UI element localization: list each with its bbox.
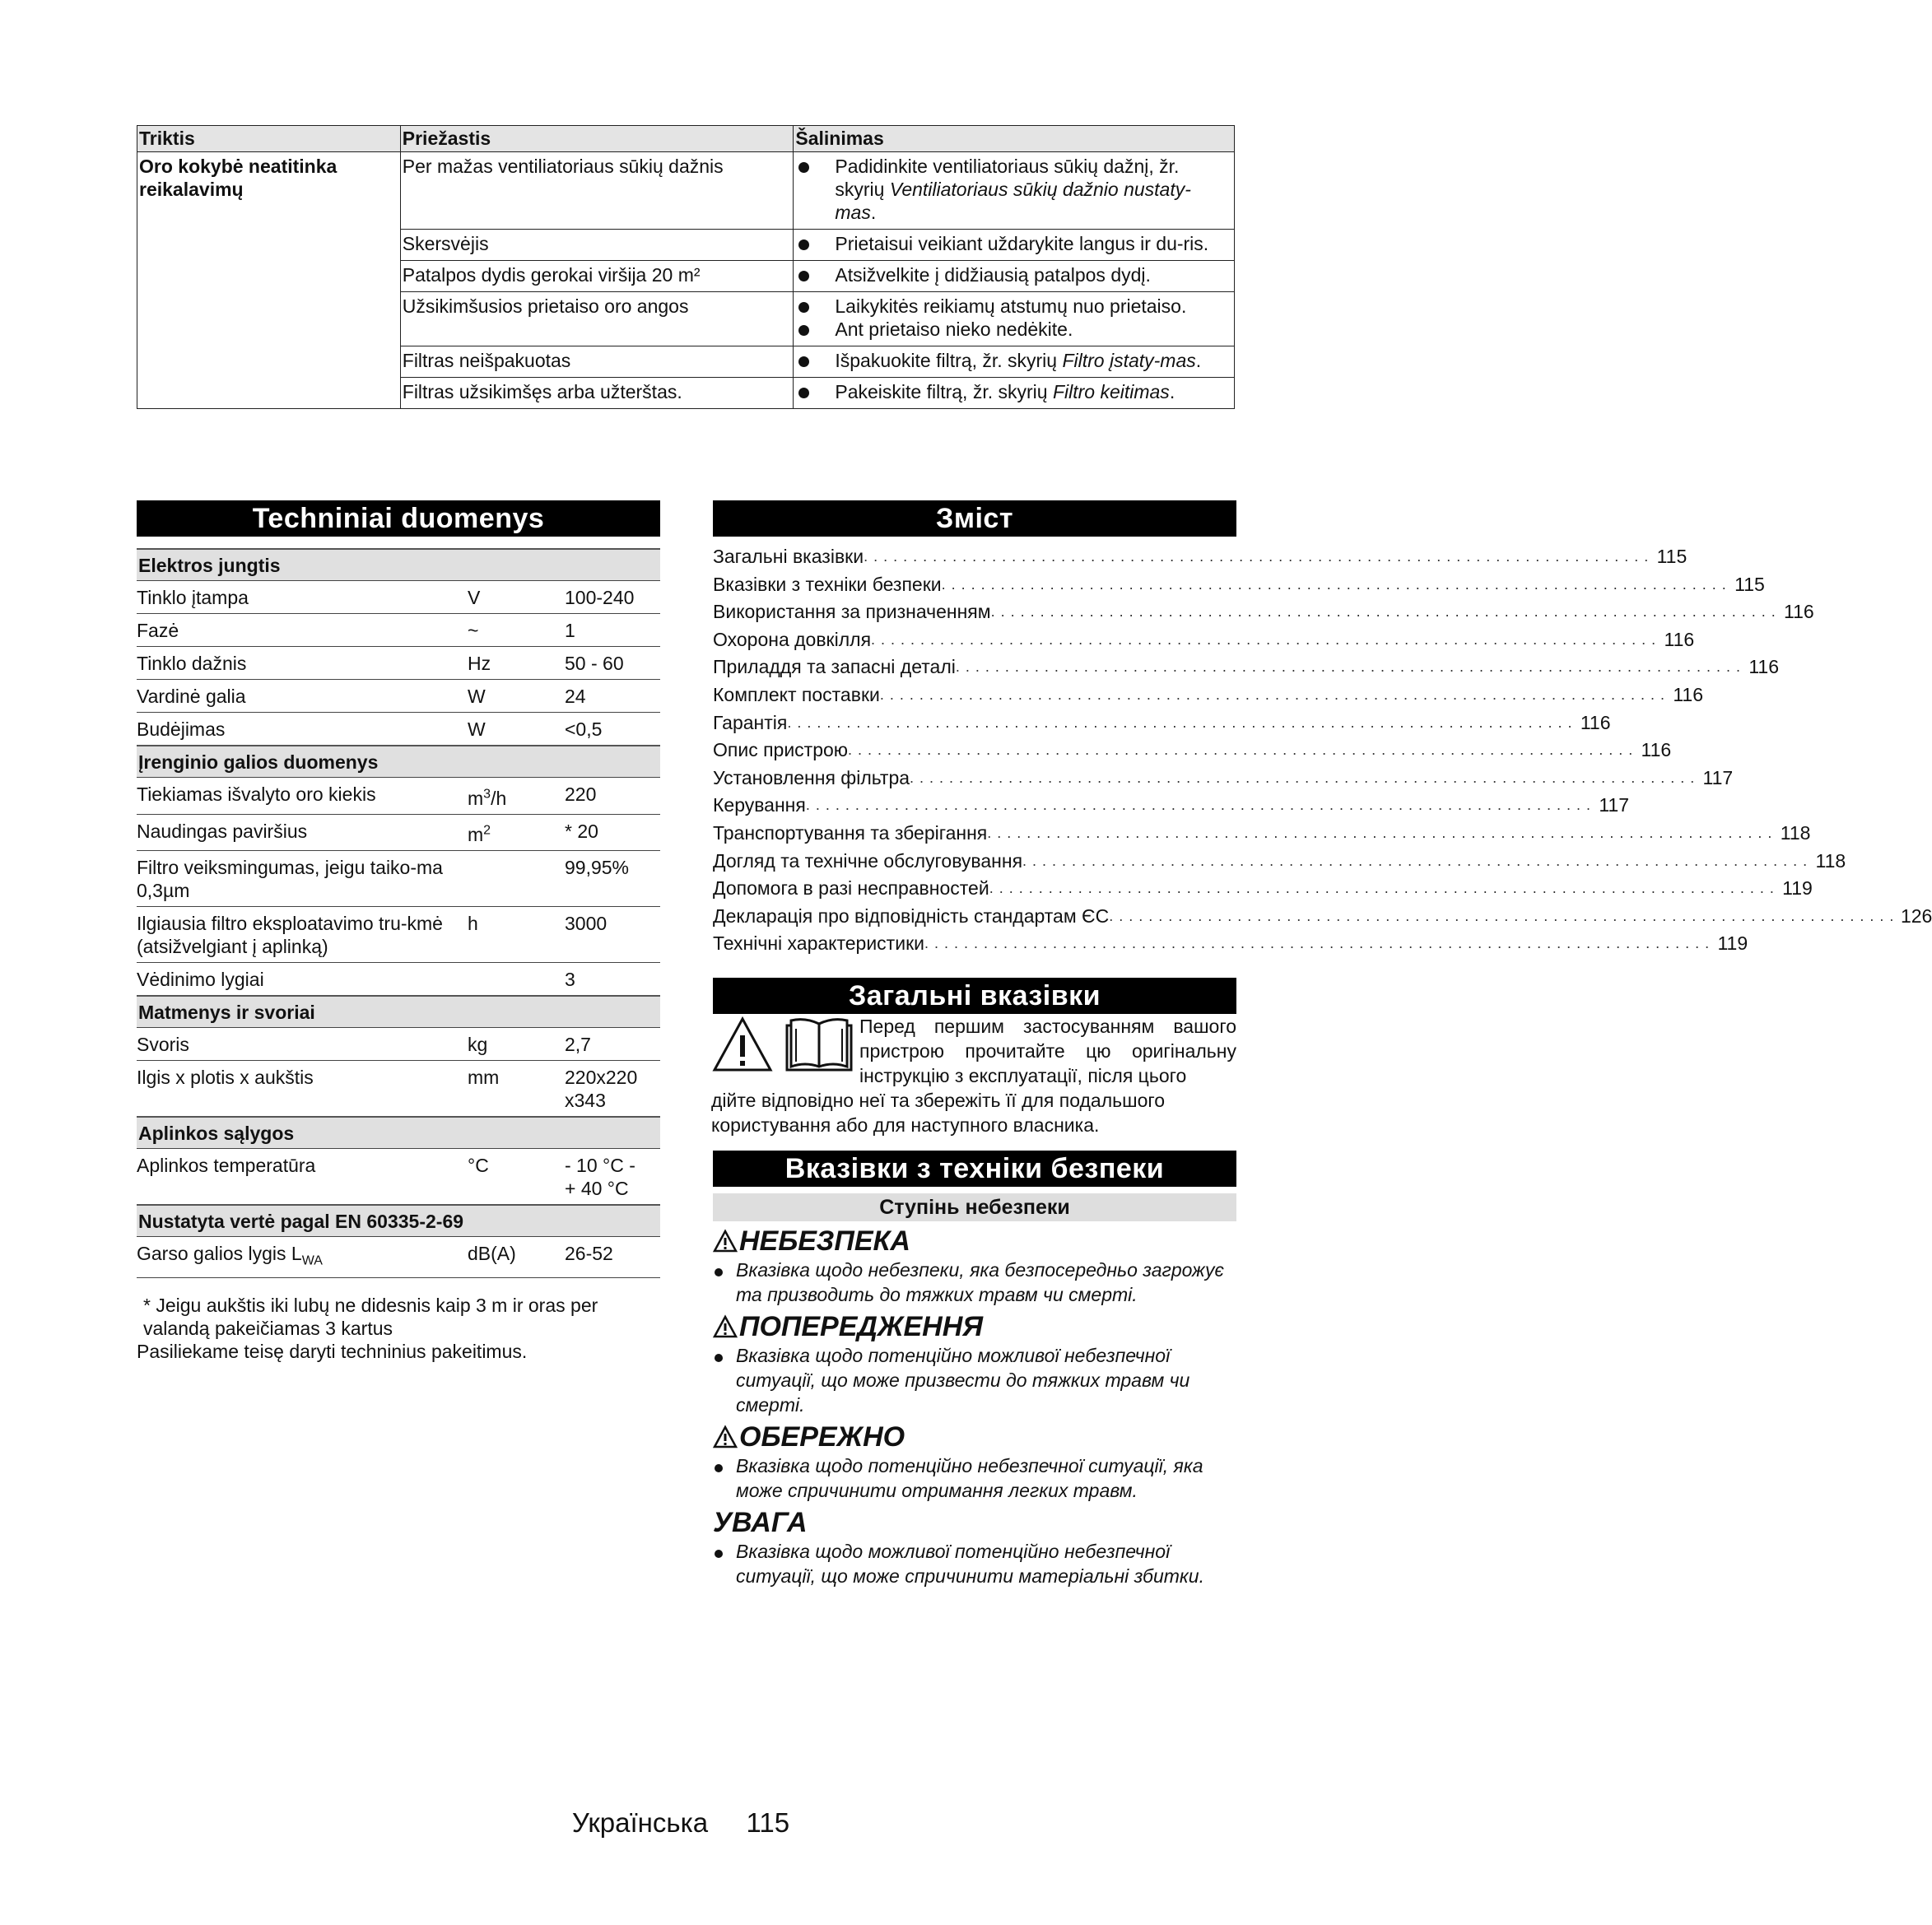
toc-item [713,681,1704,709]
bullet-icon [795,295,835,318]
param-value: 220 [565,778,660,815]
toc-item-page: 116 [1673,683,1704,705]
param-unit: $m^3/h$ [468,778,565,815]
remedy-tail: . [1195,350,1202,371]
list-item [713,1453,1236,1503]
toc-item-page: 116 [1580,711,1611,733]
param-name: Budėjimas [137,713,468,746]
toc-leader: . . . . . . . . . . . . . . . . . . . . . . . . . . . . . . . . . . . . . . . . . . . . . . . . . . . . . . . . . . . . . . . . . . . . . . . . . . . . . . . . [805,797,1591,814]
param-name: Vėdinimo lygiai [137,963,468,997]
param-unit: mm [468,1061,565,1118]
table-row [137,713,660,746]
param-name: Tiekiamas išvalyto oro kiekis [137,778,468,815]
table-row [137,1149,660,1206]
param-unit: dB(A) [468,1237,565,1278]
bullet-icon [713,1343,736,1417]
cause-cell: Skersvėjis [400,230,794,261]
hazard-title-notice [713,1506,1236,1539]
toc-item-label: Установлення фільтра [713,766,910,788]
table-row [137,963,660,997]
param-value: 100-240 [565,581,660,614]
remedy-text: Pakeiskite filtrą, žr. skyrių [835,381,1053,402]
toc-leader: . . . . . . . . . . . . . . . . . . . . . . . . . . . . . . . . . . . . . . . . . . . . . . . . . . . . . . . . . . . . . . . . . . . . . . . . . . . . . . . . [1109,907,1895,924]
section-label: Aplinkos sąlygos [137,1117,660,1149]
toc-item-page: 118 [1780,821,1811,844]
remedy-text: Atsižvelkite į didžiausią patalpos dydį. [835,264,1151,286]
param-unit: °C [468,1149,565,1206]
troubleshooting-table [137,125,1235,409]
chapter-reference: Filtro įstaty-mas [1062,350,1196,371]
general-text-first: Перед першим застосуванням вашого пристрою прочитайте цю оригінальну інструкцію з експлуатації, після цього [859,1016,1236,1086]
param-value: 3000 [565,907,660,963]
param-unit: ~ [468,614,565,647]
hazard-level-heading: Ступінь небезпеки [713,1193,1236,1221]
toc-leader: . . . . . . . . . . . . . . . . . . . . . . . . . . . . . . . . . . . . . . . . . . . . . . . . . . . . . . . . . . . . . . . . . . . . . . . . . . . . . . . . [871,630,1657,648]
table-row [137,814,660,851]
param-name: Tinklo įtampa [137,581,468,614]
hazard-name: НЕБЕЗПЕКА [739,1225,910,1257]
toc-item-label: Технічні характеристики [713,932,924,955]
toc-item-page: 116 [1784,601,1814,623]
section-row [137,996,660,1028]
hazard-name: ПОПЕРЕДЖЕННЯ [739,1311,984,1342]
param-name: Vardinė galia [137,680,468,713]
param-value: 3 [565,963,660,997]
table-row [137,1237,660,1278]
remedy-text: Laikykitės reikiamų atstumų nuo prietaiso. [835,295,1187,317]
bullet-icon [795,380,835,403]
section-row [137,746,660,778]
table-row [137,907,660,963]
remedy-text: Ant prietaiso nieko nedėkite. [835,319,1073,340]
section-row [137,549,660,581]
param-value: 2,7 [565,1028,660,1061]
bullet-icon [795,349,835,372]
toc-item [713,820,1811,848]
table-row [137,647,660,680]
list-item [795,380,1229,403]
param-unit: kg [468,1028,565,1061]
toc-item-page: 116 [1641,739,1672,761]
hazard-text: Вказівка щодо небезпеки, яка безпосередньо загрожує та призводить до тяжких травм чи смерті. [736,1259,1224,1305]
toc-item [713,598,1814,626]
remedy-cell [794,261,1235,292]
toc-leader: . . . . . . . . . . . . . . . . . . . . . . . . . . . . . . . . . . . . . . . . . . . . . . . . . . . . . . . . . . . . . . . . . . . . . . . . . . . . . . . . [910,769,1696,786]
param-value: <0,5 [565,713,660,746]
param-unit: W [468,713,565,746]
toc-item-label: Використання за призначенням [713,601,991,623]
remedy-text: Prietaisui veikiant uždarykite langus ir du-ris. [835,233,1209,254]
table-row [137,1028,660,1061]
param-name: Aplinkos temperatūra [137,1149,468,1206]
table-header-row [137,126,1235,152]
list-item [795,232,1229,255]
hazard-text: Вказівка щодо потенційно можливої небезпечної ситуації, що може призвести до тяжких травм чи смерті. [736,1345,1190,1416]
param-unit: $m^2$ [468,814,565,851]
table-of-contents [713,543,1932,958]
bullet-icon [795,155,835,224]
section-label: Matmenys ir svoriai [137,996,660,1028]
toc-item-label: Транспортування та зберігання [713,821,988,844]
toc-item [713,765,1734,793]
hazard-text: Вказівка щодо можливої потенційно небезпечної ситуації, що може спричинити матеріальні збитки. [736,1541,1204,1587]
table-row [137,851,660,907]
toc-item [713,626,1695,654]
toc-item-page: 126 [1900,904,1932,927]
list-item [795,263,1229,286]
list-item [795,155,1229,224]
toc-item-label: Комплект поставки [713,683,880,705]
toc-item-label: Приладдя та запасні деталі [713,656,956,678]
general-heading: Загальні вказівки [713,978,1236,1014]
section-label: Įrenginio galios duomenys [137,746,660,778]
toc-item-page: 118 [1815,849,1846,872]
footnote: * Jeigu aukštis iki lubų ne didesnis kaip 3 m ir oras per valandą pakeičiamas 3 kartus [143,1295,598,1339]
tech-data-heading: Techniniai duomenys [137,500,660,537]
manual-book-icon [784,1016,854,1073]
cause-cell: Filtras užsikimšęs arba užterštas. [400,378,794,409]
toc-leader: . . . . . . . . . . . . . . . . . . . . . . . . . . . . . . . . . . . . . . . . . . . . . . . . . . . . . . . . . . . . . . . . . . . . . . . . . . . . . . . . [1022,852,1809,869]
bullet-icon [795,318,835,341]
toc-leader: . . . . . . . . . . . . . . . . . . . . . . . . . . . . . . . . . . . . . . . . . . . . . . . . . . . . . . . . . . . . . . . . . . . . . . . . . . . . . . . . [990,603,1776,621]
table-row [137,1061,660,1118]
remedy-cell [794,230,1235,261]
toc-leader: . . . . . . . . . . . . . . . . . . . . . . . . . . . . . . . . . . . . . . . . . . . . . . . . . . . . . . . . . . . . . . . . . . . . . . . . . . . . . . . . [848,742,1634,759]
toc-item-label: Гарантія [713,711,788,733]
table-row [137,680,660,713]
warning-icon [713,1230,738,1253]
toc-item-label: Опис пристрою [713,739,849,761]
param-unit: V [468,581,565,614]
cause-cell: Užsikimšusios prietaiso oro angos [400,292,794,346]
remedy-text: Padidinkite ventiliatoriaus sūkių dažnį, žr. skyrių [835,156,1180,200]
toc-item [713,875,1813,903]
section-label: Elektros jungtis [137,549,660,581]
toc-item-label: Допомога в разі несправностей [713,877,989,900]
bullet-icon [795,263,835,286]
param-name: Garso galios lygis $L_{WA}$ [137,1237,468,1278]
table-row [137,778,660,815]
toc-leader: . . . . . . . . . . . . . . . . . . . . . . . . . . . . . . . . . . . . . . . . . . . . . . . . . . . . . . . . . . . . . . . . . . . . . . . . . . . . . . . . [864,548,1650,565]
param-unit: Hz [468,647,565,680]
param-name: Ilgis x plotis x aukštis [137,1061,468,1118]
table-row [137,152,1235,230]
remedy-cell [794,152,1235,230]
param-value: 24 [565,680,660,713]
chapter-reference: Ventiliatoriaus sūkių dažnio nustaty-mas [835,179,1191,223]
warning-icon [713,1425,738,1448]
toc-item-page: 115 [1656,546,1688,567]
param-value: 26-52 [565,1237,660,1278]
toc-item-page: 115 [1734,573,1765,595]
hazard-levels [713,1225,1236,1588]
section-row [137,1117,660,1149]
hazard-name: ОБЕРЕЖНО [739,1421,905,1453]
toc-item [713,571,1765,599]
param-value: - 10 °C - + 40 °C [565,1149,660,1206]
list-item [795,318,1229,341]
table-row [137,614,660,647]
toc-item [713,792,1629,820]
cause-cell: Patalpos dydis gerokai viršija 20 m² [400,261,794,292]
bullet-icon [795,232,835,255]
toc-item-page: 119 [1717,932,1748,955]
hazard-title-caution [713,1421,1236,1453]
toc-item-label: Декларація про відповідність стандартам ЄС [713,904,1110,927]
page-number: 115 [746,1807,790,1838]
section-row [137,1205,660,1237]
section-label: Nustatyta vertė pagal EN 60335-2-69 [137,1205,660,1237]
table-header: Priežastis [400,126,794,152]
param-name: Tinklo dažnis [137,647,468,680]
toc-item-page: 119 [1782,877,1813,900]
toc-item-page: 116 [1664,628,1695,650]
toc-leader: . . . . . . . . . . . . . . . . . . . . . . . . . . . . . . . . . . . . . . . . . . . . . . . . . . . . . . . . . . . . . . . . . . . . . . . . . . . . . . . . [989,880,1775,897]
toc-item-label: Вказівки з техніки безпеки [713,573,942,595]
toc-item-page: 116 [1748,656,1780,678]
toc-item-page: 117 [1702,766,1734,788]
list-item [713,1258,1236,1307]
toc-item-page: 117 [1599,794,1629,816]
remedy-cell [794,292,1235,346]
param-unit [468,963,565,997]
chapter-reference: Filtro keitimas [1052,381,1170,402]
toc-item-label: Керування [713,794,806,816]
toc-item [713,737,1672,765]
param-unit: W [468,680,565,713]
remedy-text: Išpakuokite filtrą, žr. skyrių [835,350,1063,371]
toc-leader: . . . . . . . . . . . . . . . . . . . . . . . . . . . . . . . . . . . . . . . . . . . . . . . . . . . . . . . . . . . . . . . . . . . . . . . . . . . . . . . . [879,686,1666,703]
page-footer [0,1807,1362,1839]
remedy-cell [794,378,1235,409]
general-text-rest: дійте відповідно неї та збережіть її для подальшого користування або для наступного власника. [711,1090,1166,1136]
param-value: 99,95% [565,851,660,907]
hazard-title-danger [713,1225,1236,1258]
param-name: Naudingas paviršius [137,814,468,851]
param-value: 50 - 60 [565,647,660,680]
toc-leader: . . . . . . . . . . . . . . . . . . . . . . . . . . . . . . . . . . . . . . . . . . . . . . . . . . . . . . . . . . . . . . . . . . . . . . . . . . . . . . . . [924,935,1711,952]
warning-icon [713,1315,738,1338]
disclaimer: Pasiliekame teisę daryti techninius pakeitimus. [137,1341,528,1362]
toc-leader: . . . . . . . . . . . . . . . . . . . . . . . . . . . . . . . . . . . . . . . . . . . . . . . . . . . . . . . . . . . . . . . . . . . . . . . . . . . . . . . . [987,824,1773,841]
toc-item-label: Охорона довкілля [713,628,872,650]
toc-leader: . . . . . . . . . . . . . . . . . . . . . . . . . . . . . . . . . . . . . . . . . . . . . . . . . . . . . . . . . . . . . . . . . . . . . . . . . . . . . . . . [955,658,1742,676]
hazard-name: УВАГА [713,1507,808,1538]
param-name: Svoris [137,1028,468,1061]
table-header: Triktis [137,126,401,152]
param-name: Ilgiausia filtro eksploatavimo tru-kmė (atsižvelgiant į aplinką) [137,907,468,963]
toc-leader: . . . . . . . . . . . . . . . . . . . . . . . . . . . . . . . . . . . . . . . . . . . . . . . . . . . . . . . . . . . . . . . . . . . . . . . . . . . . . . . . [941,575,1727,593]
hazard-title-warning [713,1310,1236,1343]
table-header: Šalinimas [794,126,1235,152]
cause-cell: Filtras neišpakuotas [400,346,794,378]
toc-item [713,709,1611,737]
fault-cell: Oro kokybė neatitinka reikalavimų [137,152,401,409]
toc-item [713,848,1846,876]
param-unit [468,851,565,907]
safety-heading: Вказівки з техніки безпеки [713,1151,1236,1187]
list-item [713,1539,1236,1588]
list-item [795,349,1229,372]
toc-item-label: Загальні вказівки [713,546,864,567]
bullet-icon [713,1539,736,1588]
footer-language: Українська [571,1807,709,1838]
param-value: 220x220 x343 [565,1061,660,1118]
param-value: * 20 [565,814,660,851]
bullet-icon [713,1453,736,1503]
toc-item [713,653,1780,681]
param-name: Fazė [137,614,468,647]
toc-item [713,903,1932,931]
toc-item [713,930,1748,958]
remedy-tail: . [870,202,877,223]
cause-cell: Per mažas ventiliatoriaus sūkių dažnis [400,152,794,230]
table-row [137,581,660,614]
list-item [713,1343,1236,1417]
param-name: Filtro veiksmingumas, jeigu taiko-ma 0,3µm [137,851,468,907]
hazard-text: Вказівка щодо потенційно небезпечної ситуації, яка може спричинити отримання легких травм. [736,1455,1203,1501]
toc-item [713,543,1688,571]
toc-heading: Зміст [713,500,1236,537]
list-item [795,295,1229,318]
remedy-tail: . [1169,381,1175,402]
toc-item-label: Догляд та технічне обслуговування [713,849,1023,872]
bullet-icon [713,1258,736,1307]
param-value: 1 [565,614,660,647]
tech-data-table [137,548,660,1278]
toc-leader: . . . . . . . . . . . . . . . . . . . . . . . . . . . . . . . . . . . . . . . . . . . . . . . . . . . . . . . . . . . . . . . . . . . . . . . . . . . . . . . . [787,714,1573,731]
param-unit: h [468,907,565,963]
remedy-cell [794,346,1235,378]
